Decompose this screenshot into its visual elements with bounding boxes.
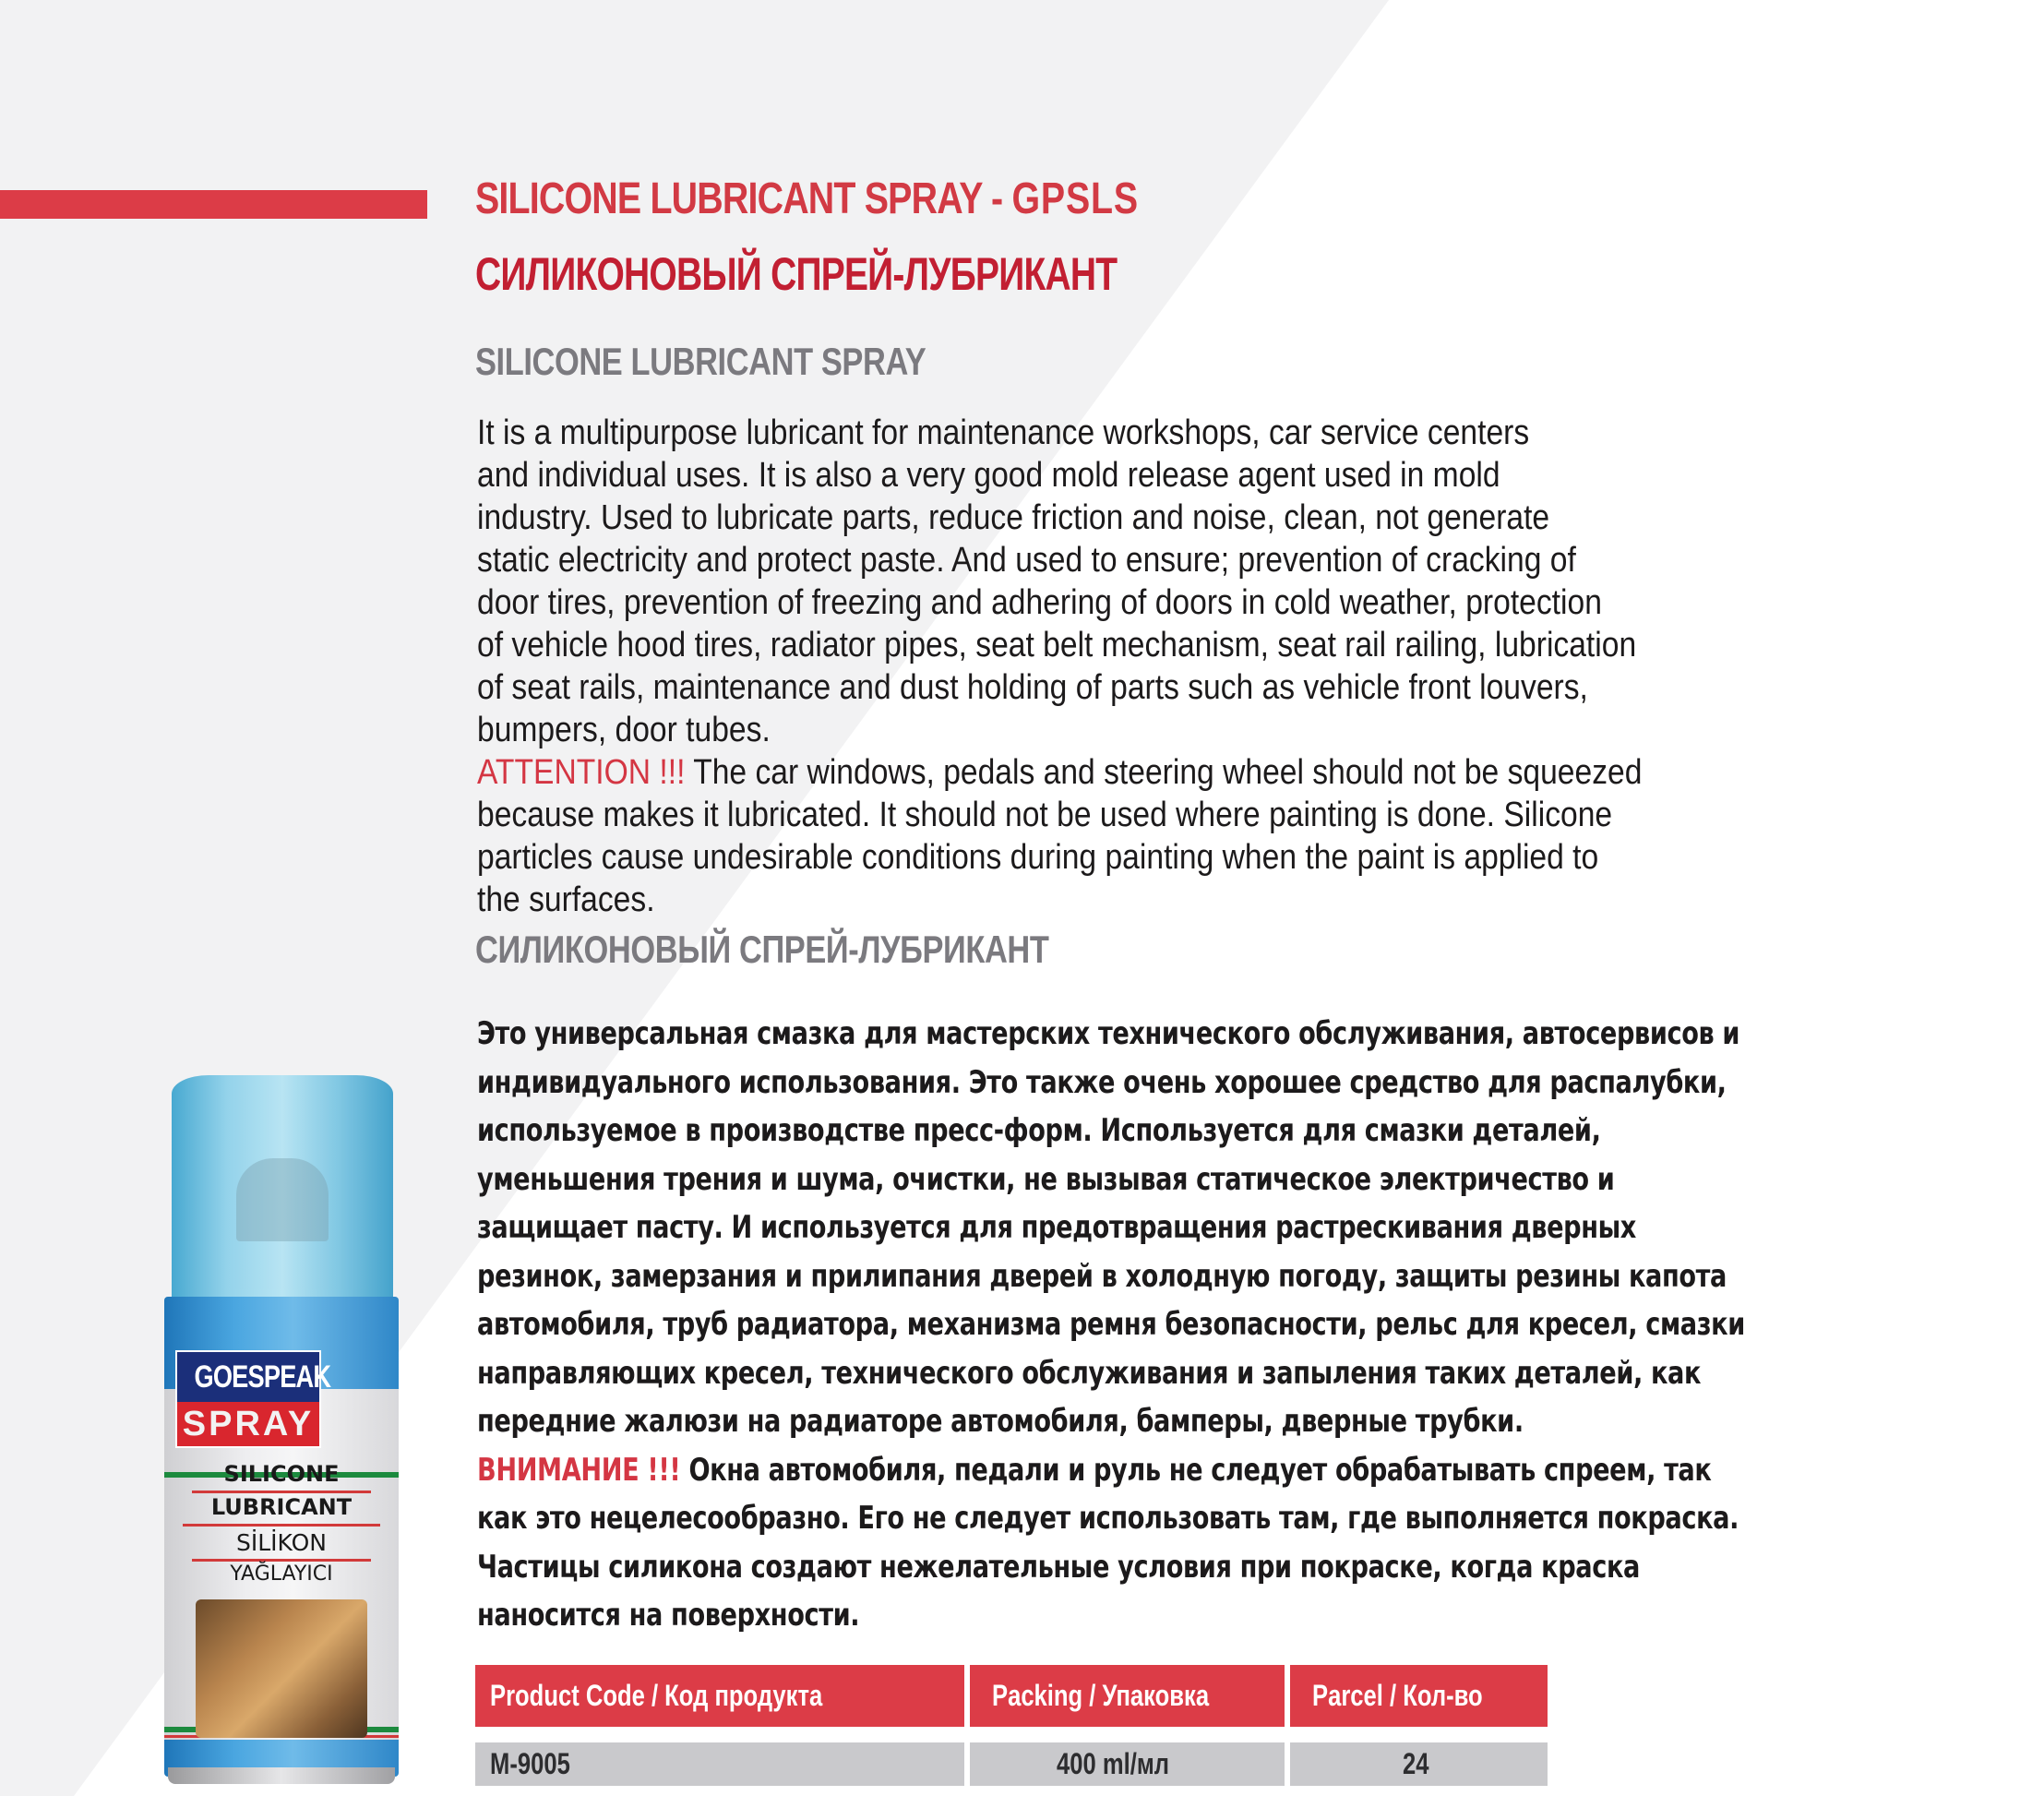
description-ru [477, 1010, 1745, 1640]
warning-text: The car windows, pedals and steering wheel should not be squeezed [685, 753, 1643, 792]
title-separator: - [981, 174, 1012, 223]
text-line: and individual uses. It is also a very good mold release agent used in mold [477, 456, 1500, 495]
text-line: защищает пасту. И используется для предотвращения растрескивания дверных [477, 1209, 1636, 1246]
text-line: because makes it lubricated. It should not be used where painting is done. Silicone [477, 796, 1613, 834]
text-line: уменьшения трения и шума, очистки, не вызывая статическое электричество и [477, 1160, 1615, 1198]
warning-text: Окна автомобиля, педали и руль не следует обрабатывать спреем, так [680, 1451, 1712, 1489]
warning-label: ВНИМАНИЕ !!! [477, 1451, 681, 1489]
warning-label: ATTENTION !!! [477, 753, 686, 792]
description-en [477, 412, 1816, 921]
title-text: SILICONE LUBRICANT SPRAY [475, 174, 982, 223]
can-label-line: LUBRICANT [210, 1494, 353, 1520]
text-line: передние жалюзи на радиаторе автомобиля, бамперы, дверные трубки. [477, 1403, 1524, 1440]
brand-subname: SPRAY [177, 1402, 319, 1446]
can-bottom [168, 1767, 395, 1784]
brand-name: GOESPEAK [194, 1359, 331, 1395]
text-line: используемое в производстве пресс-форм. Используется для смазки деталей, [477, 1112, 1601, 1149]
table-cell-packing: 400 ml/мл [970, 1742, 1285, 1786]
label-rule [192, 1491, 371, 1493]
text-line: Это универсальная смазка для мастерских технического обслуживания, автосервисов и [477, 1015, 1740, 1052]
warning-line [477, 751, 1816, 794]
text-line: door tires, prevention of freezing and adhering of doors in cold weather, protection [477, 583, 1602, 622]
text-line: industry. Used to lubricate parts, reduce friction and noise, clean, not generate [477, 498, 1550, 537]
table-cell-product-code: M-9005 [475, 1742, 964, 1786]
section-heading-ru: СИЛИКОНОВЫЙ СПРЕЙ-ЛУБРИКАНТ [475, 928, 1049, 971]
table-header-packing: Packing / Упаковка [970, 1665, 1285, 1727]
text-line: автомобиля, труб радиатора, механизма ремня безопасности, рельс для кресел, смазки [477, 1306, 1745, 1343]
text-line: It is a multipurpose lubricant for maintenance workshops, car service centers [477, 413, 1530, 452]
can-label-line: YAĞLAYICI [230, 1563, 333, 1586]
text-line: of vehicle hood tires, radiator pipes, seat belt mechanism, seat rail railing, lubrication [477, 626, 1637, 665]
table-cell-parcel: 24 [1290, 1742, 1548, 1786]
can-label-line: SİLİKON [236, 1529, 327, 1556]
text-line: the surfaces. [477, 880, 655, 919]
accent-bar [0, 190, 427, 219]
section-heading-en: SILICONE LUBRICANT SPRAY [475, 340, 926, 383]
text-line: направляющих кресел, технического обслуживания и запыления таких деталей, как [477, 1354, 1702, 1392]
product-code-title: GPSLS [1011, 174, 1139, 223]
text-line: particles cause undesirable conditions during painting when the paint is applied to [477, 838, 1599, 877]
text-line: индивидуального использования. Это также очень хорошее средство для распалубки, [477, 1063, 1727, 1101]
text-line: Частицы силикона создают нежелательные условия при покраске, когда краска [477, 1548, 1640, 1586]
text-line: of seat rails, maintenance and dust holding of parts such as vehicle front louvers, [477, 668, 1588, 707]
car-interior-photo [196, 1599, 367, 1738]
text-line: резинок, замерзания и прилипания дверей в холодную погоду, защиты резины капота [477, 1257, 1727, 1295]
label-rule [192, 1559, 371, 1562]
text-line: static electricity and protect paste. And used to ensure; prevention of cracking of [477, 541, 1576, 580]
can-label-line: SILICONE [223, 1461, 340, 1487]
text-line: bumpers, door tubes. [477, 711, 771, 749]
page-title-en [475, 174, 1139, 224]
warning-line [477, 1446, 1712, 1495]
text-line: наносится на поверхности. [477, 1597, 860, 1634]
can-cap [172, 1075, 393, 1306]
product-image-spray-can [164, 1075, 399, 1786]
brand-logo [175, 1350, 331, 1448]
table-header-parcel: Parcel / Кол-во [1290, 1665, 1548, 1727]
text-line: как это нецелесообразно. Его не следует использовать там, где выполняется покраска. [477, 1500, 1739, 1537]
label-rule [183, 1524, 380, 1527]
page-title-ru: СИЛИКОНОВЫЙ СПРЕЙ-ЛУБРИКАНТ [475, 248, 1118, 300]
can-body [164, 1297, 399, 1777]
table-header-product-code: Product Code / Код продукта [475, 1665, 964, 1727]
